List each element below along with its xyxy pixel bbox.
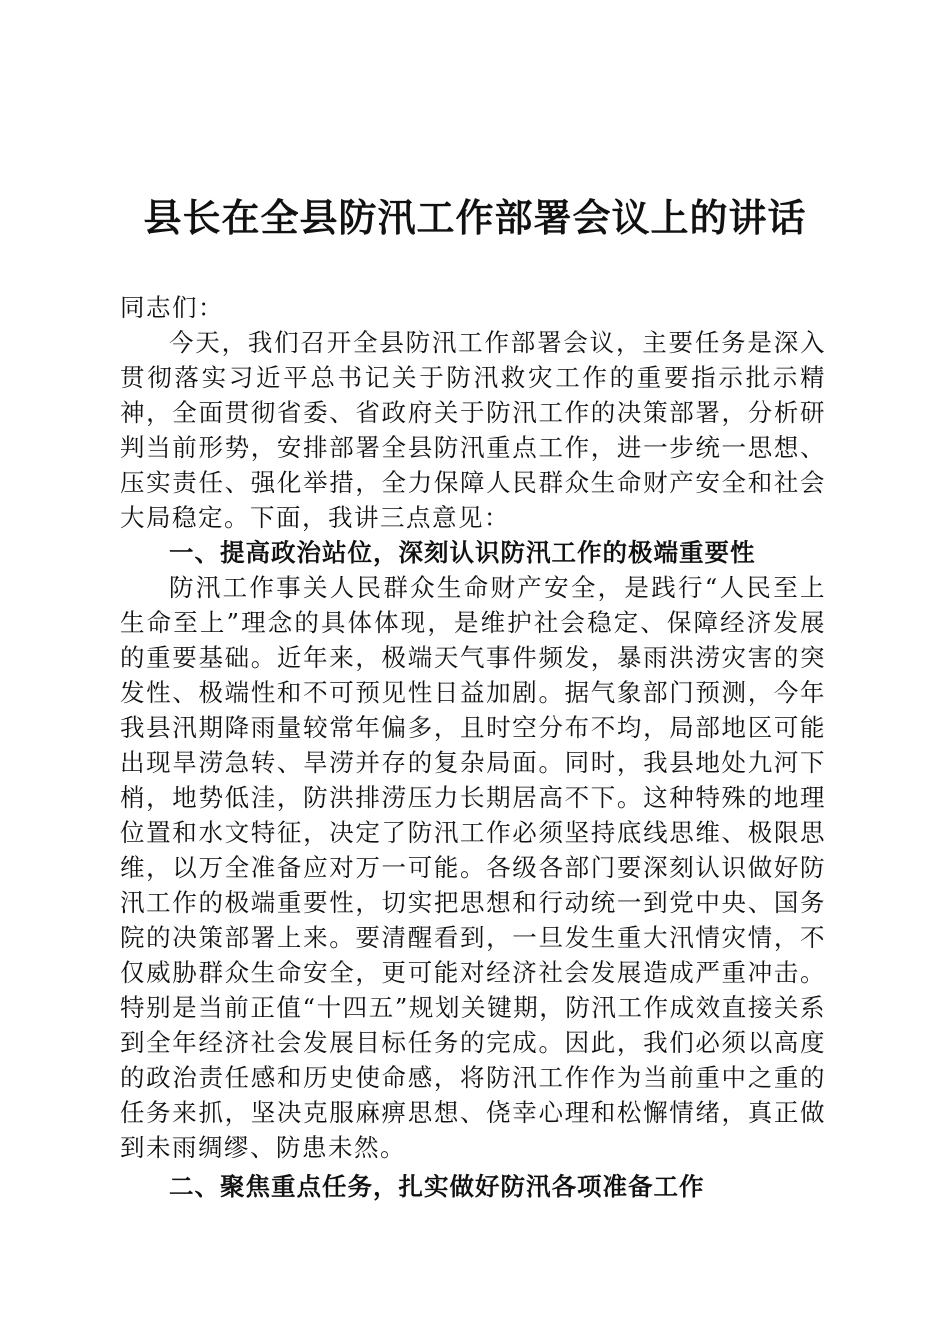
document-body — [120, 290, 826, 1204]
intro-paragraph: 今天，我们召开全县防汛工作部署会议，主要任务是深入贯彻落实习近平总书记关于防汛救灾工作的重要指示批示精神，全面贯彻省委、省政府关于防汛工作的决策部署，分析研判当前形势，安排部署全县防汛重点工作，进一步统一思想、压实责任、强化举措，全力保障人民群众生命财产安全和社会大局稳定。下面，我讲三点意见： — [120, 328, 826, 532]
salutation: 同志们： — [120, 293, 224, 322]
document-title: 县长在全县防汛工作部署会议上的讲话 — [143, 195, 807, 240]
section-1-heading: 一、提高政治站位，深刻认识防汛工作的极端重要性 — [169, 538, 756, 567]
section-1-paragraph: 防汛工作事关人民群众生命财产安全，是践行“人民至上生命至上”理念的具体体现，是维护社会稳定、保障经济发展的重要基础。近年来，极端天气事件频发，暴雨洪涝灾害的突发性、极端性和不可预见性日益加剧。据气象部门预测，今年我县汛期降雨量较常年偏多，且时空分布不均，局部地区可能出现旱涝急转、旱涝并存的复杂局面。同时，我县地处九河下梢，地势低洼，防洪排涝压力长期居高不下。这种特殊的地理位置和水文特征，决定了防汛工作必须坚持底线思维、极限思维，以万全准备应对万一可能。各级各部门要深刻认识做好防汛工作的极端重要性，切实把思想和行动统一到党中央、国务院的决策部署上来。要清醒看到，一旦发生重大汛情灾情，不仅威胁群众生命安全，更可能对经济社会发展造成严重冲击。特别是当前正值“十四五”规划关键期，防汛工作成效直接关系到全年经济社会发展目标任务的完成。因此，我们必须以高度的政治责任感和历史使命感，将防汛工作作为当前重中之重的任务来抓，坚决克服麻痹思想、侥幸心理和松懈情绪，真正做到未雨绸缪、防患未然。 — [120, 573, 826, 1162]
section-2-heading: 二、聚焦重点任务，扎实做好防汛各项准备工作 — [169, 1172, 705, 1201]
